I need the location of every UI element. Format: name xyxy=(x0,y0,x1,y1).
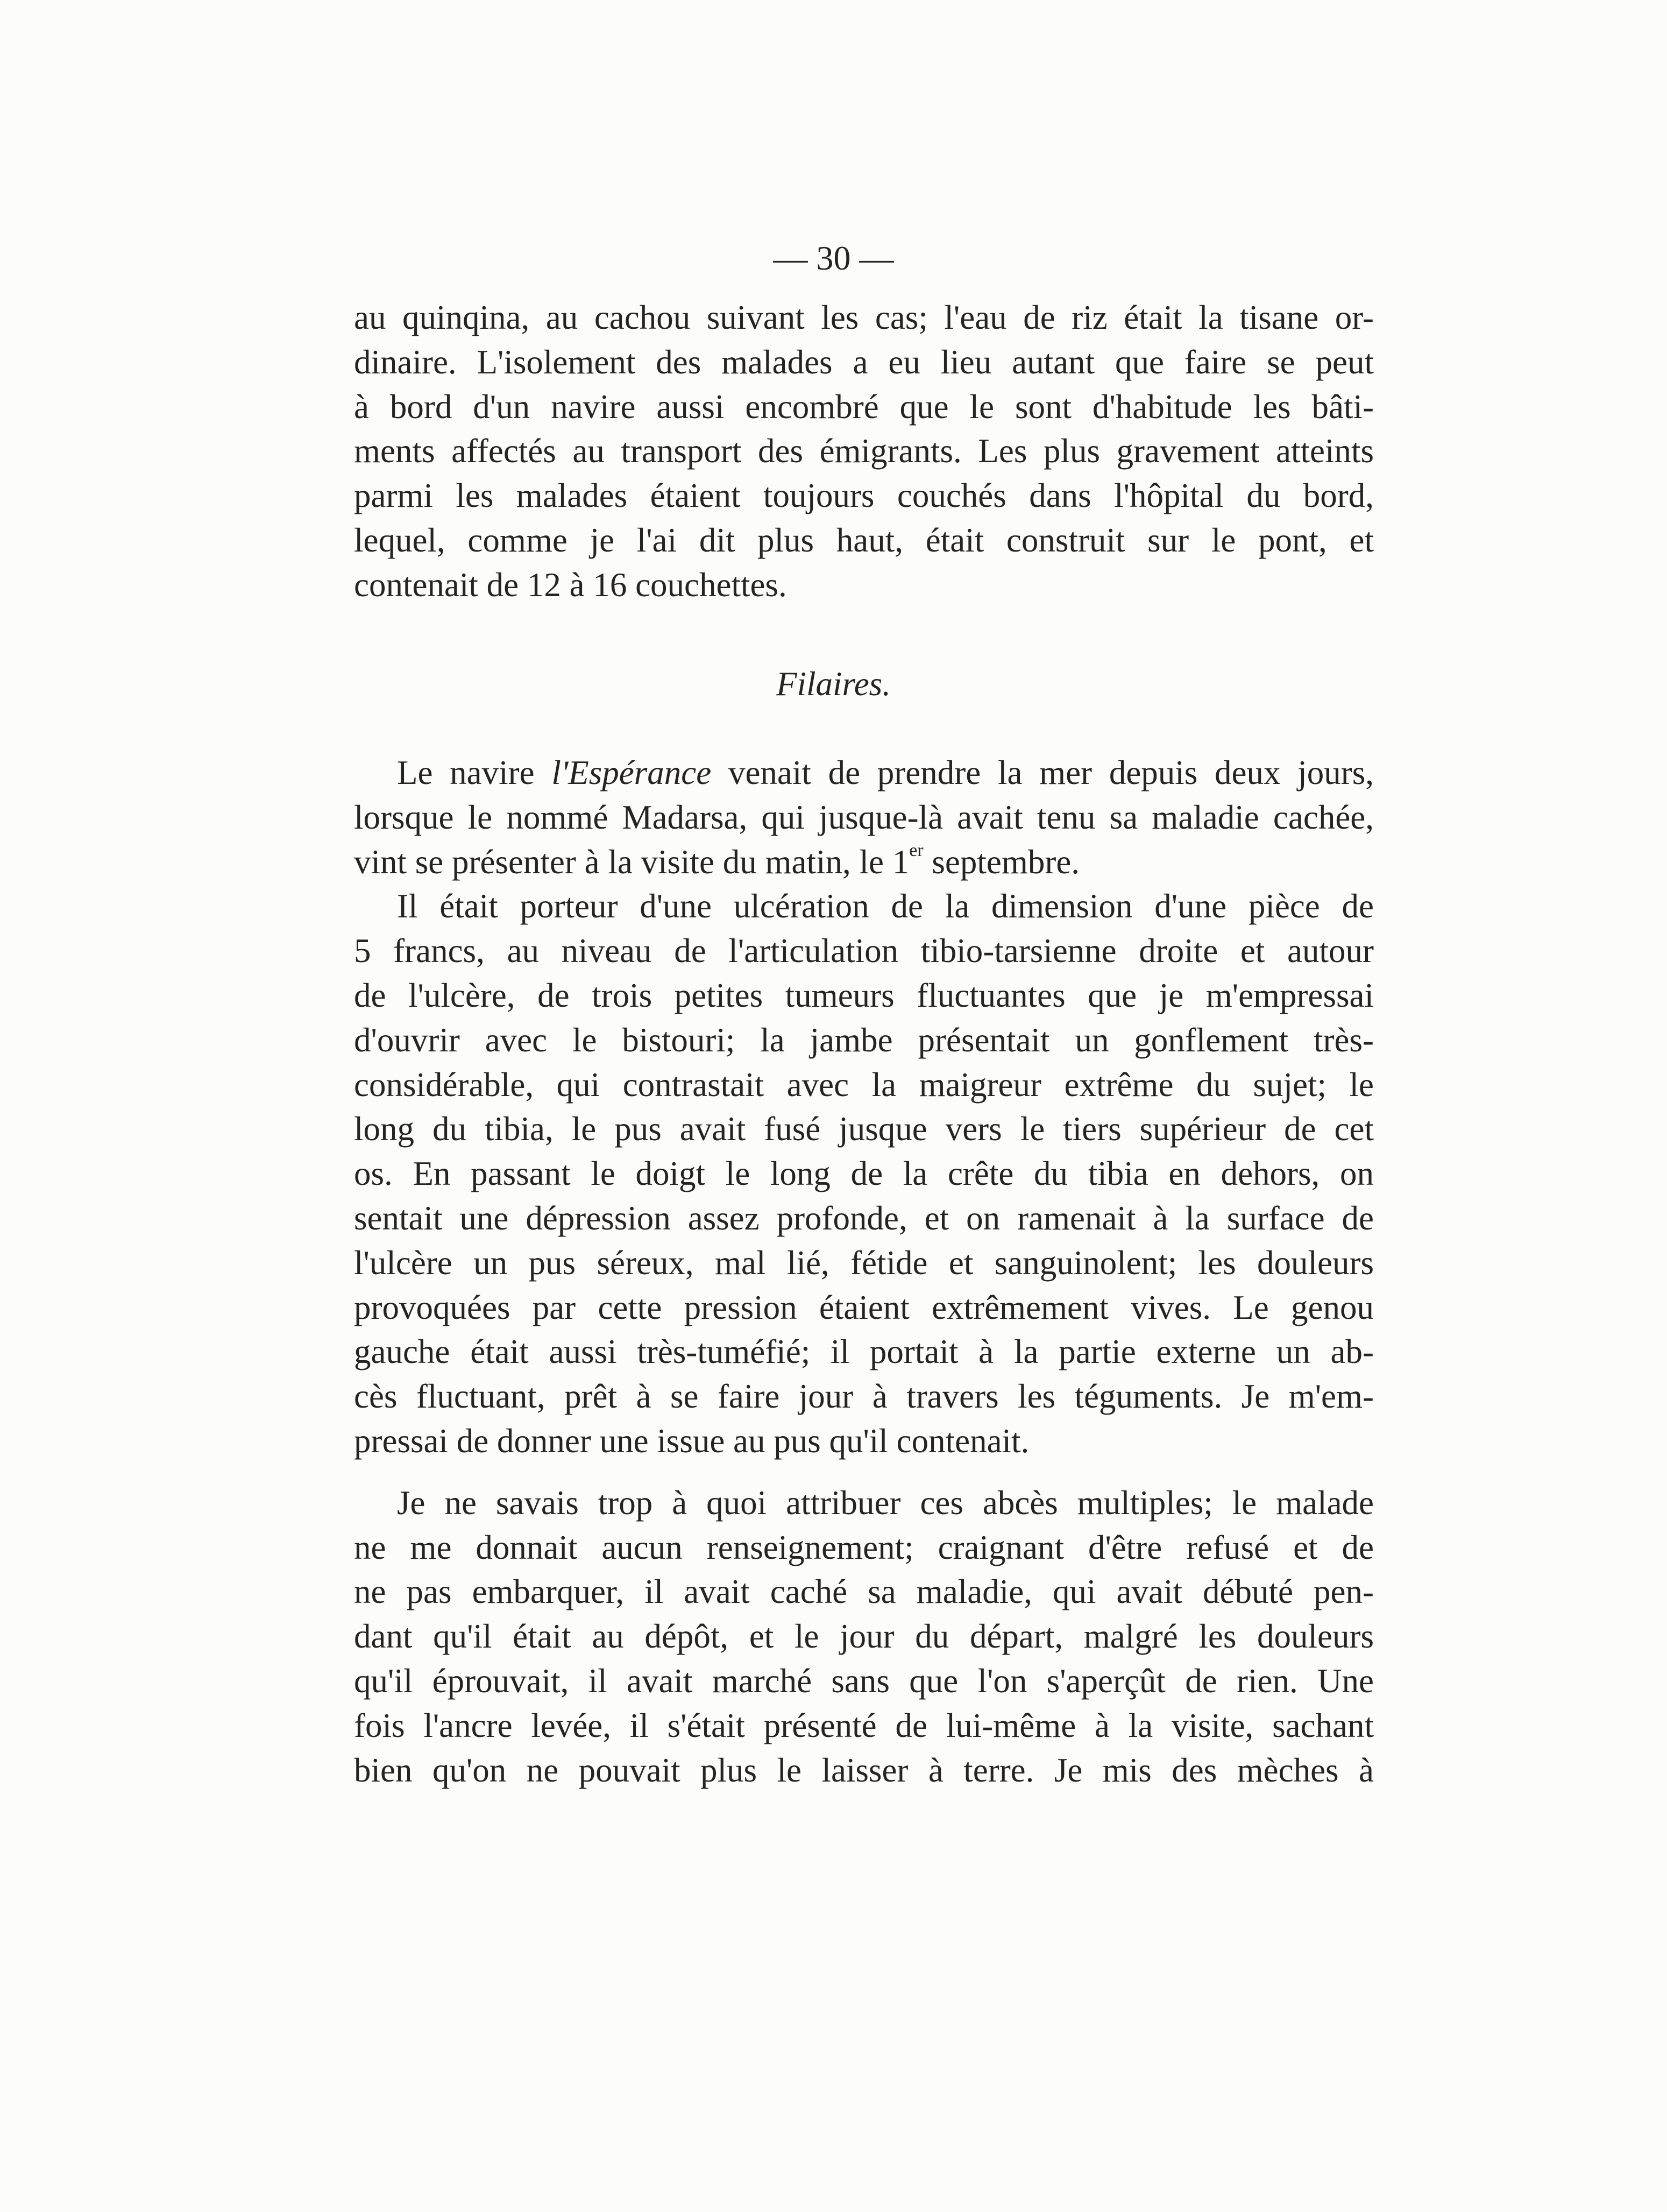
text-line: ments affectés au transport des émigrants. Les plus gravement atteints xyxy=(354,432,1374,470)
text-line: lorsque le nommé Madarsa, qui jusque-là avait tenu sa maladie cachée, xyxy=(354,798,1374,836)
ship-name: l'Espérance xyxy=(551,754,712,791)
text-segment: venait de prendre la mer depuis deux jours, xyxy=(711,754,1374,791)
paragraph xyxy=(354,884,1374,1463)
text-line: pressai de donner une issue au pus qu'il contenait. xyxy=(354,1422,1030,1460)
text-line: contenait de 12 à 16 couchettes. xyxy=(354,566,787,604)
text-line: lequel, comme je l'ai dit plus haut, était construit sur le pont, et xyxy=(354,521,1374,559)
text-line: cès fluctuant, prêt à se faire jour à travers les téguments. Je m'em- xyxy=(354,1377,1374,1416)
text-line: long du tibia, le pus avait fusé jusque vers le tiers supérieur de cet xyxy=(354,1110,1374,1148)
text-line: fois l'ancre levée, il s'était présenté de lui-même à la visite, sachant xyxy=(354,1706,1374,1744)
text-line: os. En passant le doigt le long de la crête du tibia en dehors, on xyxy=(354,1155,1374,1193)
superscript: er xyxy=(909,840,924,860)
text-line: considérable, qui contrastait avec la maigreur extrême du sujet; le xyxy=(354,1065,1374,1104)
paragraph xyxy=(354,751,1374,884)
text-line xyxy=(354,751,1374,795)
text-line: dant qu'il était au dépôt, et le jour du départ, malgré les douleurs xyxy=(354,1617,1374,1656)
paragraph xyxy=(354,1481,1374,1793)
text-line: à bord d'un navire aussi encombré que le sont d'habitude les bâti- xyxy=(354,387,1374,426)
text-line: gauche était aussi très-tuméfié; il portait à la partie externe un ab- xyxy=(354,1333,1374,1371)
section-heading: Filaires. xyxy=(776,665,891,703)
text-segment: vint se présenter à la visite du matin, le 1 xyxy=(354,843,910,881)
page-number: — 30 — xyxy=(773,239,894,277)
text-line: de l'ulcère, de trois petites tumeurs fluctuantes que je m'empressai xyxy=(354,976,1374,1014)
text-line: dinaire. L'isolement des malades a eu lieu autant que faire se peut xyxy=(354,343,1374,381)
text-line: ne me donnait aucun renseignement; craignant d'être refusé et de xyxy=(354,1528,1374,1566)
paragraph-continuation xyxy=(354,295,1374,607)
text-line: l'ulcère un pus séreux, mal lié, fétide et sanguinolent; les douleurs xyxy=(354,1243,1374,1282)
text-line: d'ouvrir avec le bistouri; la jambe présentait un gonflement très- xyxy=(354,1021,1374,1059)
text-line: provoquées par cette pression étaient extrêmement vives. Le genou xyxy=(354,1288,1374,1326)
text-line: bien qu'on ne pouvait plus le laisser à terre. Je mis des mèches à xyxy=(354,1751,1374,1789)
text-line: au quinqina, au cachou suivant les cas; l'eau de riz était la tisane or- xyxy=(354,299,1374,336)
text-line: 5 francs, au niveau de l'articulation tibio-tarsienne droite et autour xyxy=(354,932,1374,970)
text-line: Il était porteur d'une ulcération de la dimension d'une pièce de xyxy=(397,887,1374,925)
text-line: sentait une dépression assez profonde, et on ramenait à la surface de xyxy=(354,1199,1374,1237)
text-line xyxy=(354,840,1374,885)
text-line: Je ne savais trop à quoi attribuer ces abcès multiples; le malade xyxy=(397,1483,1374,1522)
section-body xyxy=(354,751,1374,1792)
text-line: parmi les malades étaient toujours couchés dans l'hôpital du bord, xyxy=(354,477,1374,515)
text-line: qu'il éprouvait, il avait marché sans que l'on s'aperçût de rien. Une xyxy=(354,1662,1374,1700)
text-segment: Le navire xyxy=(397,754,552,791)
text-line: ne pas embarquer, il avait caché sa maladie, qui avait débuté pen- xyxy=(354,1573,1374,1611)
text-segment: septembre. xyxy=(923,843,1080,881)
